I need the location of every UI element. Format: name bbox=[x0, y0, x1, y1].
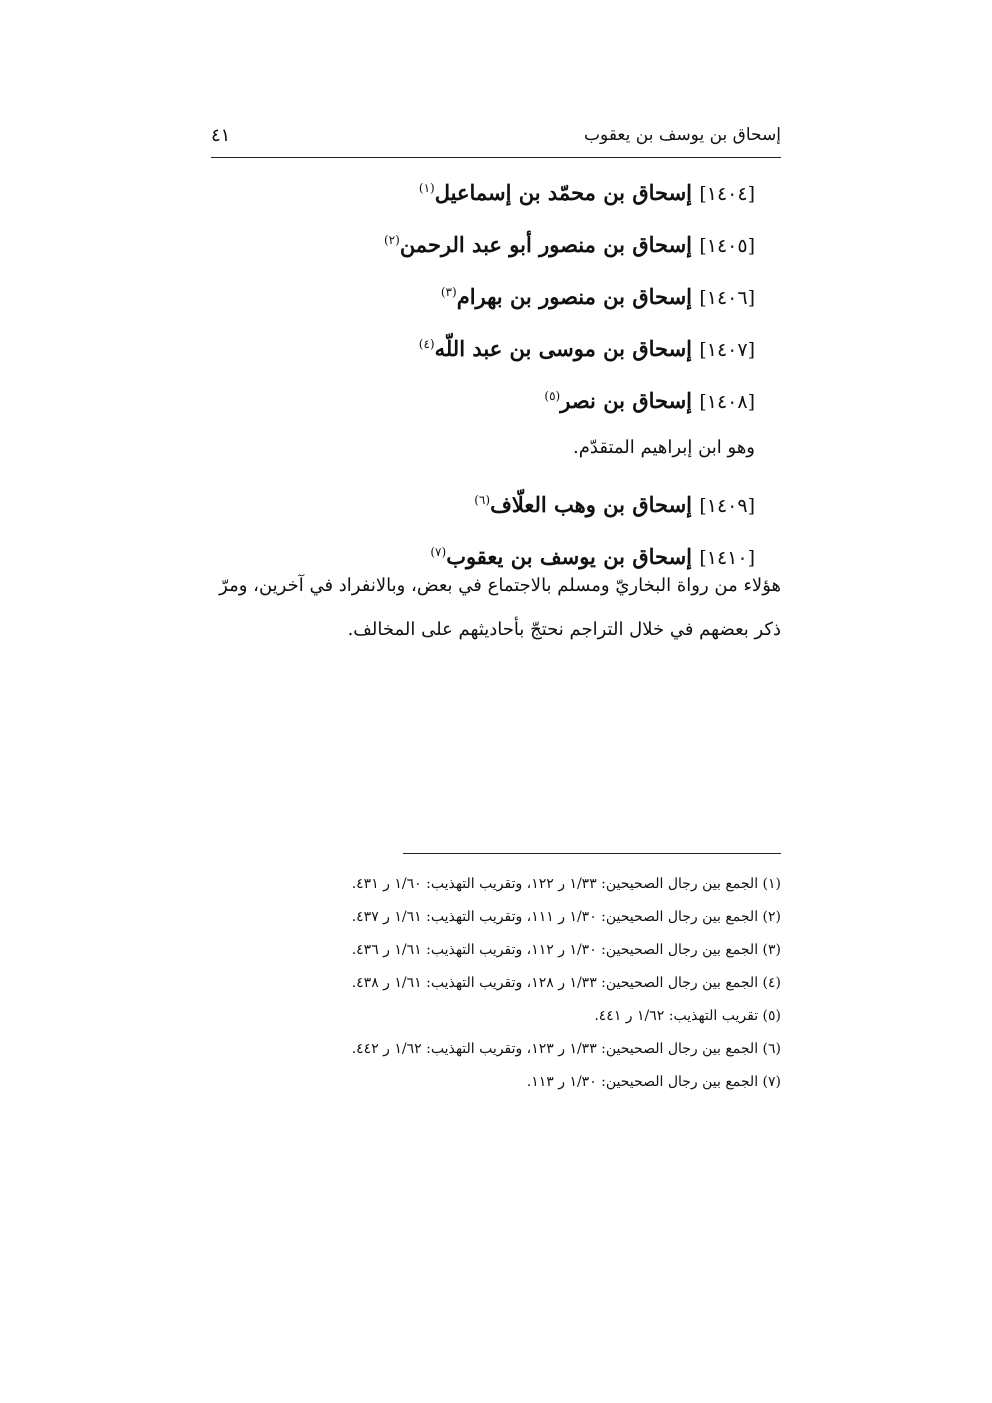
footnote-3: (٣) الجمع بين رجال الصحيحين: ١/٣٠ ر ١١٢، وتقريب التهذيب: ١/٦١ ر ٤٣٦. bbox=[351, 942, 781, 958]
footnote-4: (٤) الجمع بين رجال الصحيحين: ١/٣٣ ر ١٢٨، وتقريب التهذيب: ١/٦١ ر ٤٣٨. bbox=[351, 975, 781, 991]
footnote-2: (٢) الجمع بين رجال الصحيحين: ١/٣٠ ر ١١١، وتقريب التهذيب: ١/٦١ ر ٤٣٧. bbox=[351, 909, 781, 925]
entry-name: إسحاق بن يوسف بن يعقوب bbox=[446, 544, 693, 569]
footnote-separator bbox=[403, 853, 781, 854]
entry-1408 bbox=[211, 376, 781, 428]
footnotes bbox=[211, 868, 781, 1099]
entry-number: [١٤١٠] bbox=[699, 547, 755, 569]
footnote-ref: (٥) bbox=[544, 389, 561, 403]
entry-1407 bbox=[211, 324, 781, 376]
entry-name: إسحاق بن وهب العلّاف bbox=[490, 492, 693, 517]
footnote-ref: (٣) bbox=[440, 285, 457, 299]
entry-number: [١٤٠٦] bbox=[699, 287, 755, 309]
page-number: ٤١ bbox=[211, 125, 231, 146]
entry-number: [١٤٠٥] bbox=[699, 235, 755, 257]
entry-name: إسحاق بن منصور بن بهرام bbox=[456, 284, 693, 309]
footnote-ref: (١) bbox=[418, 181, 435, 195]
entry-number: [١٤٠٧] bbox=[699, 339, 755, 361]
footnote-ref: (٧) bbox=[430, 545, 447, 559]
entries-list bbox=[211, 168, 781, 584]
footnote-6: (٦) الجمع بين رجال الصحيحين: ١/٣٣ ر ١٢٣، وتقريب التهذيب: ١/٦٢ ر ٤٤٢. bbox=[351, 1041, 781, 1057]
footnote-ref: (٤) bbox=[418, 337, 435, 351]
paragraph-line: ذكر بعضهم في خلال التراجم نحتجّ بأحاديثهم على المخالف. bbox=[347, 619, 781, 640]
entry-name: إسحاق بن موسى بن عبد اللّه bbox=[434, 336, 693, 361]
entry-name: إسحاق بن نصر bbox=[560, 388, 693, 413]
closing-paragraph bbox=[211, 564, 781, 652]
entry-1404 bbox=[211, 168, 781, 220]
entry-1405 bbox=[211, 220, 781, 272]
footnote-ref: (٢) bbox=[383, 233, 400, 247]
entry-number: [١٤٠٨] bbox=[699, 391, 755, 413]
entry-name: إسحاق بن محمّد بن إسماعيل bbox=[434, 180, 693, 205]
entry-note: وهو ابن إبراهيم المتقدّم. bbox=[573, 437, 755, 458]
entry-number: [١٤٠٩] bbox=[699, 495, 755, 517]
running-title: إسحاق بن يوسف بن يعقوب bbox=[584, 125, 781, 145]
entry-1406 bbox=[211, 272, 781, 324]
entry-number: [١٤٠٤] bbox=[699, 183, 755, 205]
footnote-7: (٧) الجمع بين رجال الصحيحين: ١/٣٠ ر ١١٣. bbox=[526, 1074, 781, 1090]
footnote-5: (٥) تقريب التهذيب: ١/٦٢ ر ٤٤١. bbox=[594, 1008, 781, 1024]
paragraph-line: هؤلاء من رواة البخاريّ ومسلم بالاجتماع في بعض، وبالانفراد في آخرين، ومرّ bbox=[219, 575, 781, 596]
entry-1409 bbox=[211, 480, 781, 532]
footnote-ref: (٦) bbox=[474, 493, 491, 507]
entry-name: إسحاق بن منصور أبو عبد الرحمن bbox=[399, 232, 693, 257]
footnote-1: (١) الجمع بين رجال الصحيحين: ١/٣٣ ر ١٢٢، وتقريب التهذيب: ١/٦٠ ر ٤٣١. bbox=[351, 876, 781, 892]
running-header bbox=[211, 121, 781, 158]
